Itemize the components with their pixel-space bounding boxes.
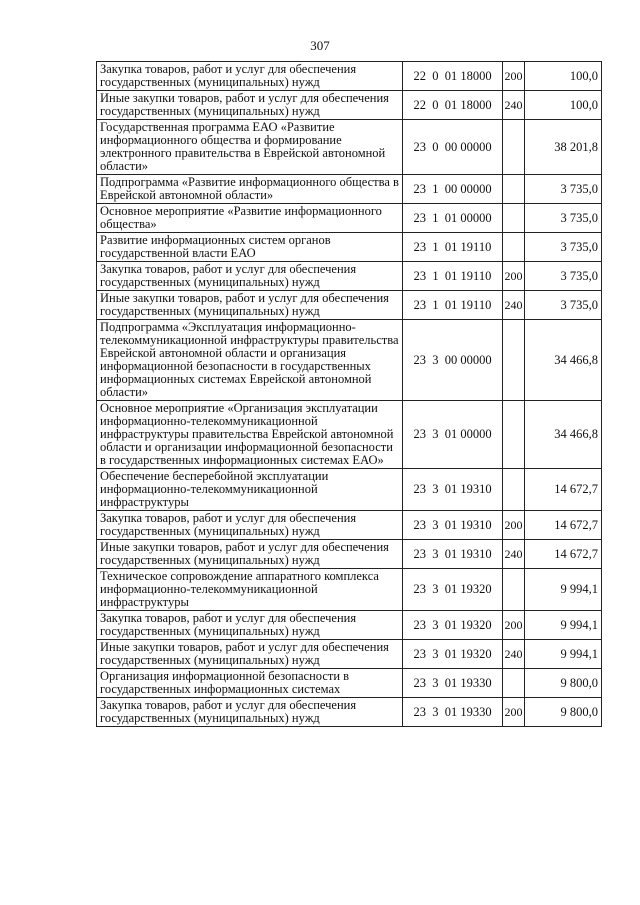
table-row [97, 233, 602, 262]
budget-table-body [97, 62, 602, 727]
row-name-cell: Подпрограмма «Эксплуатация информационно-телекоммуникационной инфраструктуры правительства Еврейской автономной области и организация информационной безопасности в государственных информационных системах Еврейской автономной области» [97, 320, 403, 401]
table-row [97, 291, 602, 320]
table-row [97, 469, 602, 511]
row-sum-cell: 34 466,8 [525, 401, 602, 469]
row-code-cell: 23 3 01 19330 [403, 669, 503, 698]
row-name-cell: Иные закупки товаров, работ и услуг для обеспечения государственных (муниципальных) нужд [97, 540, 403, 569]
row-name-cell: Закупка товаров, работ и услуг для обеспечения государственных (муниципальных) нужд [97, 698, 403, 727]
row-expense-type-cell: 200 [503, 511, 525, 540]
table-row [97, 511, 602, 540]
table-row [97, 175, 602, 204]
table-row [97, 320, 602, 401]
row-code-cell: 23 3 01 19320 [403, 611, 503, 640]
row-name-cell: Развитие информационных систем органов государственной власти ЕАО [97, 233, 403, 262]
row-expense-type-cell: 240 [503, 91, 525, 120]
row-name-cell: Иные закупки товаров, работ и услуг для обеспечения государственных (муниципальных) нужд [97, 291, 403, 320]
row-name-cell: Закупка товаров, работ и услуг для обеспечения государственных (муниципальных) нужд [97, 511, 403, 540]
row-name-cell: Закупка товаров, работ и услуг для обеспечения государственных (муниципальных) нужд [97, 611, 403, 640]
row-expense-type-cell [503, 401, 525, 469]
row-name-cell: Основное мероприятие «Развитие информационного общества» [97, 204, 403, 233]
row-sum-cell: 34 466,8 [525, 320, 602, 401]
row-code-cell: 23 3 01 19310 [403, 540, 503, 569]
row-sum-cell: 14 672,7 [525, 511, 602, 540]
row-name-cell: Организация информационной безопасности в государственных информационных системах [97, 669, 403, 698]
table-row [97, 120, 602, 175]
row-name-cell: Обеспечение бесперебойной эксплуатации информационно-телекоммуникационной инфраструктуры [97, 469, 403, 511]
row-name-cell: Иные закупки товаров, работ и услуг для обеспечения государственных (муниципальных) нужд [97, 91, 403, 120]
row-expense-type-cell [503, 669, 525, 698]
row-code-cell: 22 0 01 18000 [403, 62, 503, 91]
row-sum-cell: 3 735,0 [525, 175, 602, 204]
row-sum-cell: 9 994,1 [525, 569, 602, 611]
row-code-cell: 23 1 01 19110 [403, 262, 503, 291]
row-expense-type-cell: 240 [503, 291, 525, 320]
row-code-cell: 23 3 00 00000 [403, 320, 503, 401]
row-code-cell: 22 0 01 18000 [403, 91, 503, 120]
row-expense-type-cell [503, 569, 525, 611]
row-expense-type-cell: 240 [503, 540, 525, 569]
page-number: 307 [310, 38, 330, 53]
table-row [97, 698, 602, 727]
budget-table [96, 61, 602, 727]
row-expense-type-cell [503, 469, 525, 511]
table-row [97, 204, 602, 233]
table-row [97, 669, 602, 698]
row-expense-type-cell [503, 120, 525, 175]
row-code-cell: 23 3 01 19310 [403, 469, 503, 511]
row-expense-type-cell: 200 [503, 62, 525, 91]
row-expense-type-cell [503, 233, 525, 262]
row-sum-cell: 3 735,0 [525, 262, 602, 291]
table-row [97, 569, 602, 611]
row-code-cell: 23 3 01 00000 [403, 401, 503, 469]
row-name-cell: Техническое сопровождение аппаратного комплекса информационно-телекоммуникационной инфраструктуры [97, 569, 403, 611]
row-expense-type-cell [503, 320, 525, 401]
row-sum-cell: 3 735,0 [525, 291, 602, 320]
row-name-cell: Подпрограмма «Развитие информационного общества в Еврейской автономной области» [97, 175, 403, 204]
row-sum-cell: 9 994,1 [525, 640, 602, 669]
table-row [97, 91, 602, 120]
row-sum-cell: 3 735,0 [525, 204, 602, 233]
row-code-cell: 23 3 01 19320 [403, 569, 503, 611]
row-name-cell: Основное мероприятие «Организация эксплуатации информационно-телекоммуникационной инфраструктуры правительства Еврейской автономной области и организации информационной безопасности в государственных информационных системах ЕАО» [97, 401, 403, 469]
row-sum-cell: 3 735,0 [525, 233, 602, 262]
row-code-cell: 23 3 01 19330 [403, 698, 503, 727]
row-sum-cell: 9 800,0 [525, 698, 602, 727]
row-code-cell: 23 0 00 00000 [403, 120, 503, 175]
row-expense-type-cell [503, 175, 525, 204]
row-code-cell: 23 3 01 19310 [403, 511, 503, 540]
row-name-cell: Иные закупки товаров, работ и услуг для обеспечения государственных (муниципальных) нужд [97, 640, 403, 669]
table-row [97, 640, 602, 669]
row-expense-type-cell: 200 [503, 262, 525, 291]
table-row [97, 62, 602, 91]
row-name-cell: Закупка товаров, работ и услуг для обеспечения государственных (муниципальных) нужд [97, 262, 403, 291]
row-name-cell: Закупка товаров, работ и услуг для обеспечения государственных (муниципальных) нужд [97, 62, 403, 91]
row-code-cell: 23 1 01 00000 [403, 204, 503, 233]
row-sum-cell: 100,0 [525, 91, 602, 120]
table-row [97, 262, 602, 291]
row-code-cell: 23 3 01 19320 [403, 640, 503, 669]
row-code-cell: 23 1 01 19110 [403, 291, 503, 320]
table-row [97, 401, 602, 469]
row-sum-cell: 38 201,8 [525, 120, 602, 175]
row-code-cell: 23 1 00 00000 [403, 175, 503, 204]
table-row [97, 611, 602, 640]
row-expense-type-cell: 240 [503, 640, 525, 669]
row-sum-cell: 9 994,1 [525, 611, 602, 640]
row-sum-cell: 14 672,7 [525, 540, 602, 569]
row-sum-cell: 14 672,7 [525, 469, 602, 511]
row-expense-type-cell: 200 [503, 611, 525, 640]
row-expense-type-cell: 200 [503, 698, 525, 727]
row-sum-cell: 100,0 [525, 62, 602, 91]
row-expense-type-cell [503, 204, 525, 233]
row-name-cell: Государственная программа ЕАО «Развитие информационного общества и формирование электронного правительства в Еврейской автономной области» [97, 120, 403, 175]
table-row [97, 540, 602, 569]
row-code-cell: 23 1 01 19110 [403, 233, 503, 262]
row-sum-cell: 9 800,0 [525, 669, 602, 698]
